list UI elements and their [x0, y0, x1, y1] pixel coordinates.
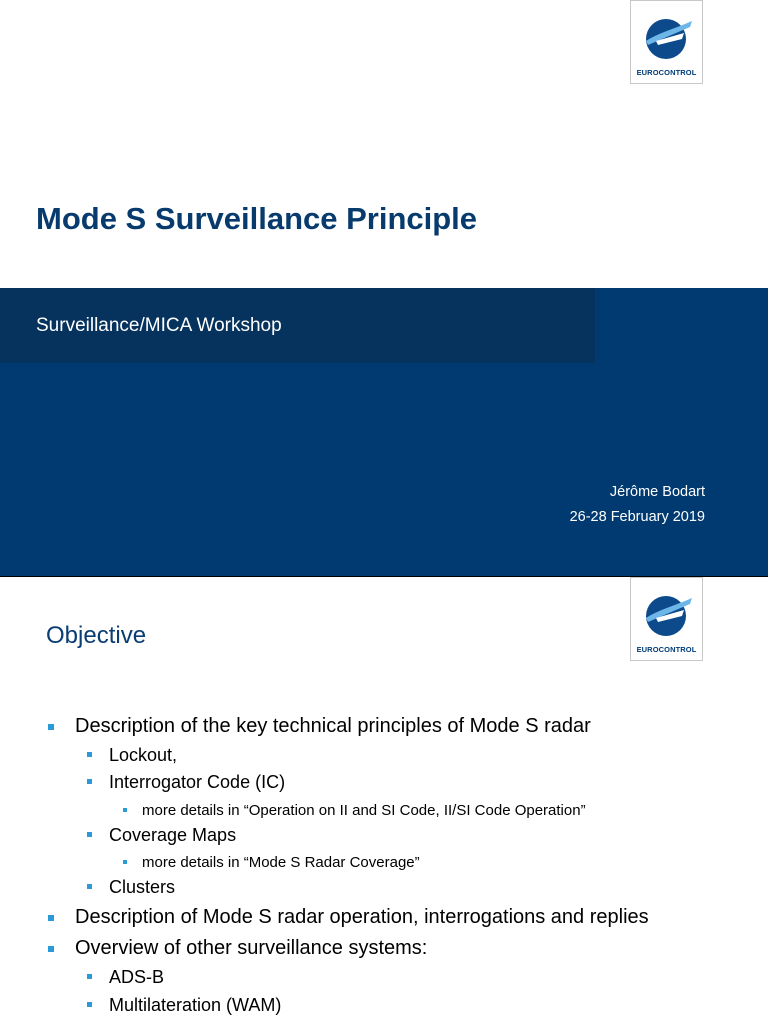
presentation-date: 26-28 February 2019 — [569, 509, 705, 525]
bullet-item — [109, 772, 285, 793]
bullet-item — [109, 745, 177, 766]
author-name: Jérôme Bodart — [609, 484, 705, 500]
slide-subtitle: Surveillance/MICA Workshop — [36, 315, 282, 336]
bullet-text: Clusters — [109, 877, 176, 897]
bullet-item — [109, 825, 236, 846]
bullet-item — [109, 877, 175, 898]
objective-title: Objective — [46, 622, 147, 649]
bullet-square-icon — [123, 808, 127, 812]
bullet-square-icon — [87, 884, 92, 889]
bullet-text: more details in “Mode S Radar Coverage” — [142, 854, 420, 871]
bullet-square-icon — [87, 752, 92, 757]
bullet-square-icon — [87, 779, 92, 784]
bullet-text: Description of Mode S radar operation, interrogations and replies — [75, 906, 649, 928]
eurocontrol-logo — [630, 0, 703, 84]
eurocontrol-logo-icon — [640, 11, 695, 66]
bullet-square-icon — [87, 1002, 92, 1007]
slide-title: Mode S Surveillance Principle — [36, 201, 478, 236]
bullet-text: Interrogator Code (IC) — [109, 772, 286, 792]
bullet-item — [109, 967, 164, 988]
eurocontrol-logo-icon — [640, 588, 695, 643]
bullet-text: Description of the key technical principles of Mode S radar — [75, 715, 591, 737]
bullet-square-icon — [48, 946, 54, 952]
subtitle-band — [0, 288, 595, 363]
bullet-square-icon — [123, 860, 127, 864]
bullet-item — [75, 906, 649, 929]
bullet-item — [142, 802, 586, 819]
bullet-text: Lockout, — [109, 745, 178, 765]
logo-text: EUROCONTROL — [636, 645, 697, 654]
title-band — [0, 288, 768, 576]
bullet-square-icon — [48, 915, 54, 921]
bullet-text: Overview of other surveillance systems: — [75, 937, 428, 959]
bullet-square-icon — [48, 724, 54, 730]
bullet-text: ADS-B — [109, 967, 165, 987]
bullet-item — [75, 937, 427, 960]
objective-slide — [0, 577, 768, 1024]
bullet-text: Multilateration (WAM) — [109, 995, 282, 1015]
bullet-square-icon — [87, 974, 92, 979]
eurocontrol-logo — [630, 577, 703, 661]
bullet-square-icon — [87, 832, 92, 837]
bullet-item — [109, 995, 281, 1016]
bullet-item — [75, 715, 591, 738]
logo-text: EUROCONTROL — [636, 68, 697, 77]
bullet-item — [142, 854, 420, 871]
bullet-text: more details in “Operation on II and SI Code, II/SI Code Operation” — [142, 802, 586, 819]
bullet-text: Coverage Maps — [109, 825, 237, 845]
